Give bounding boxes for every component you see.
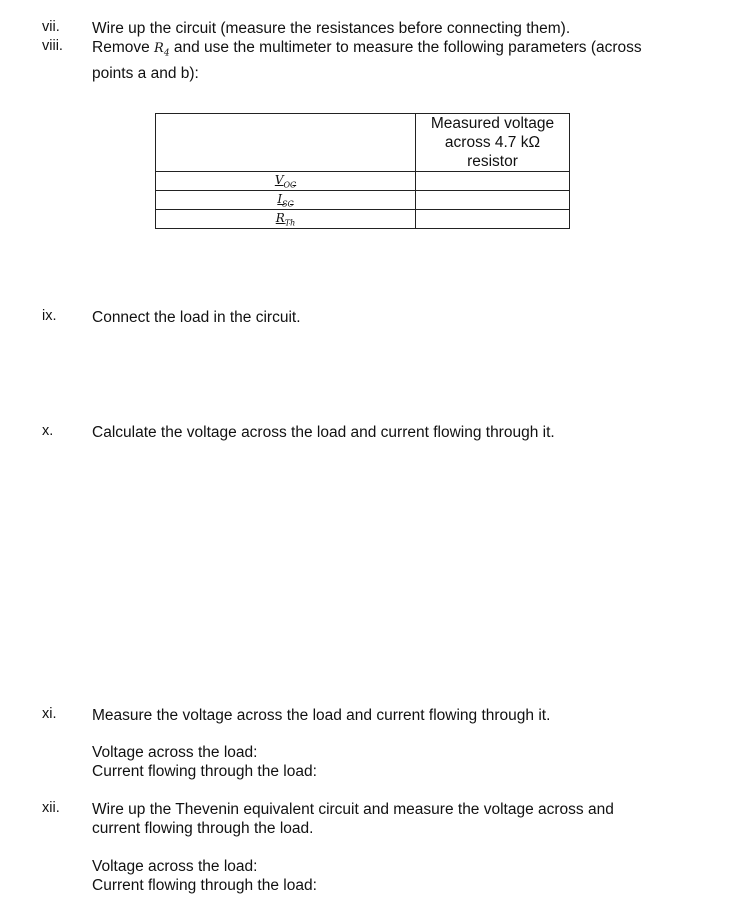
item-text: Remove $R_4$ and use the multimeter to measure the following parameters (across points a and b): xyxy=(92,39,642,82)
table-header-row xyxy=(156,114,570,172)
value-cell-isc[interactable] xyxy=(416,191,570,210)
item-number: x. xyxy=(42,423,54,439)
item-number: ix. xyxy=(42,308,57,324)
voltage-label: Voltage across the load: xyxy=(92,744,258,761)
value-cell-rth[interactable] xyxy=(416,210,570,229)
voltage-label: Voltage across the load: xyxy=(92,858,258,875)
current-label: Current flowing through the load: xyxy=(92,763,317,780)
header-cell-measured-voltage: Measured voltage across 4.7 kΩ resistor xyxy=(416,114,570,172)
item-number: xi. xyxy=(42,706,57,722)
table-row xyxy=(156,210,570,229)
item-text: Connect the load in the circuit. xyxy=(92,309,301,326)
item-text: Measure the voltage across the load and current flowing through it. xyxy=(92,707,551,724)
item-number: viii. xyxy=(42,38,63,54)
table-row xyxy=(156,191,570,210)
header-cell-empty xyxy=(156,114,416,172)
symbol-isc: $I_{SC}$ xyxy=(156,191,416,210)
parameters-table xyxy=(155,113,570,229)
item-number: xii. xyxy=(42,800,60,816)
item-text: Wire up the circuit (measure the resistances before connecting them). xyxy=(92,20,571,37)
math-variable: $R_4$ xyxy=(154,41,170,59)
table-row xyxy=(156,172,570,191)
symbol-rth: $R_{Th}$ xyxy=(156,210,416,229)
symbol-voc: $V_{OC}$ xyxy=(156,172,416,191)
item-text: Wire up the Thevenin equivalent circuit and measure the voltage across and current flowing through the load. xyxy=(92,801,614,837)
item-text: Calculate the voltage across the load and current flowing through it. xyxy=(92,424,555,441)
item-number: vii. xyxy=(42,19,60,35)
current-label: Current flowing through the load: xyxy=(92,877,317,894)
value-cell-voc[interactable] xyxy=(416,172,570,191)
